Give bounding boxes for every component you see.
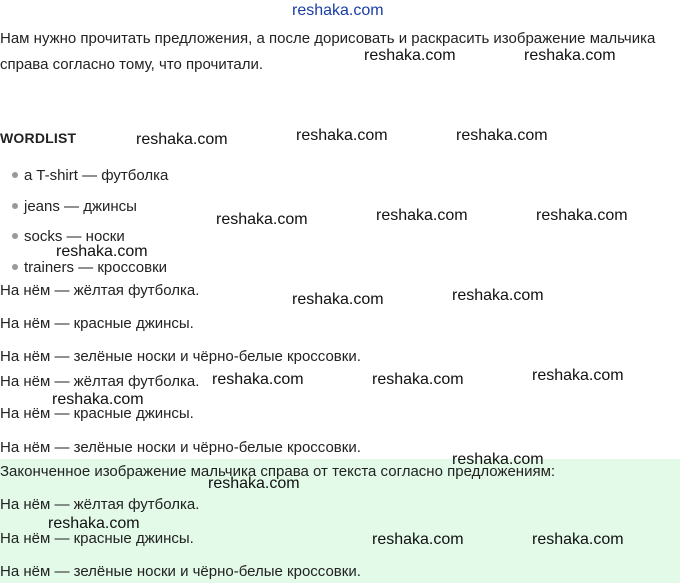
finished-line: На нём — зелёные носки и чёрно-белые кроссовки. xyxy=(0,563,361,580)
watermark-top-link[interactable]: reshaka.com xyxy=(292,2,384,19)
watermark: reshaka.com xyxy=(52,391,144,408)
watermark: reshaka.com xyxy=(452,451,544,468)
finished-title: Законченное изображение мальчика справа от текста согласно предложениям: xyxy=(0,463,556,480)
sentence-line: На нём — зелёные носки и чёрно-белые кроссовки. xyxy=(0,439,361,456)
bullet-icon xyxy=(12,233,18,239)
watermark: reshaka.com xyxy=(376,207,468,224)
sentence-line: На нём — красные джинсы. xyxy=(0,315,194,332)
finished-line: На нём — жёлтая футболка. xyxy=(0,496,200,513)
watermark: reshaka.com xyxy=(296,127,388,144)
watermark: reshaka.com xyxy=(456,127,548,144)
watermark: reshaka.com xyxy=(212,371,304,388)
watermark: reshaka.com xyxy=(452,287,544,304)
wordlist-item: socks — носки xyxy=(12,227,125,247)
watermark: reshaka.com xyxy=(292,291,384,308)
watermark: reshaka.com xyxy=(208,475,300,492)
watermark: reshaka.com xyxy=(48,515,140,532)
sentence-line: На нём — зелёные носки и чёрно-белые кроссовки. xyxy=(0,348,361,365)
wordlist-item: jeans — джинсы xyxy=(12,197,137,217)
wordlist-item: a T-shirt — футболка xyxy=(12,166,168,186)
watermark: reshaka.com xyxy=(536,207,628,224)
sentence-line: На нём — жёлтая футболка. xyxy=(0,373,200,390)
bullet-icon xyxy=(12,203,18,209)
sentence-line: На нём — красные джинсы. xyxy=(0,405,194,422)
watermark: reshaka.com xyxy=(56,243,148,260)
watermark: reshaka.com xyxy=(136,131,228,148)
watermark: reshaka.com xyxy=(532,531,624,548)
watermark: reshaka.com xyxy=(364,47,456,64)
finished-line: На нём — красные джинсы. xyxy=(0,530,194,547)
watermark: reshaka.com xyxy=(372,371,464,388)
watermark: reshaka.com xyxy=(216,211,308,228)
watermark: reshaka.com xyxy=(524,47,616,64)
wordlist-item: trainers — кроссовки xyxy=(12,258,167,278)
bullet-icon xyxy=(12,264,18,270)
sentence-line: На нём — жёлтая футболка. xyxy=(0,282,200,299)
wordlist-title: WORDLIST xyxy=(0,130,77,146)
intro-text: Нам нужно прочитать предложения, а после дорисовать и раскрасить изображение мальчика справа согласно тому, что прочитали. xyxy=(0,30,656,73)
watermark: reshaka.com xyxy=(372,531,464,548)
watermark: reshaka.com xyxy=(532,367,624,384)
bullet-icon xyxy=(12,172,18,178)
